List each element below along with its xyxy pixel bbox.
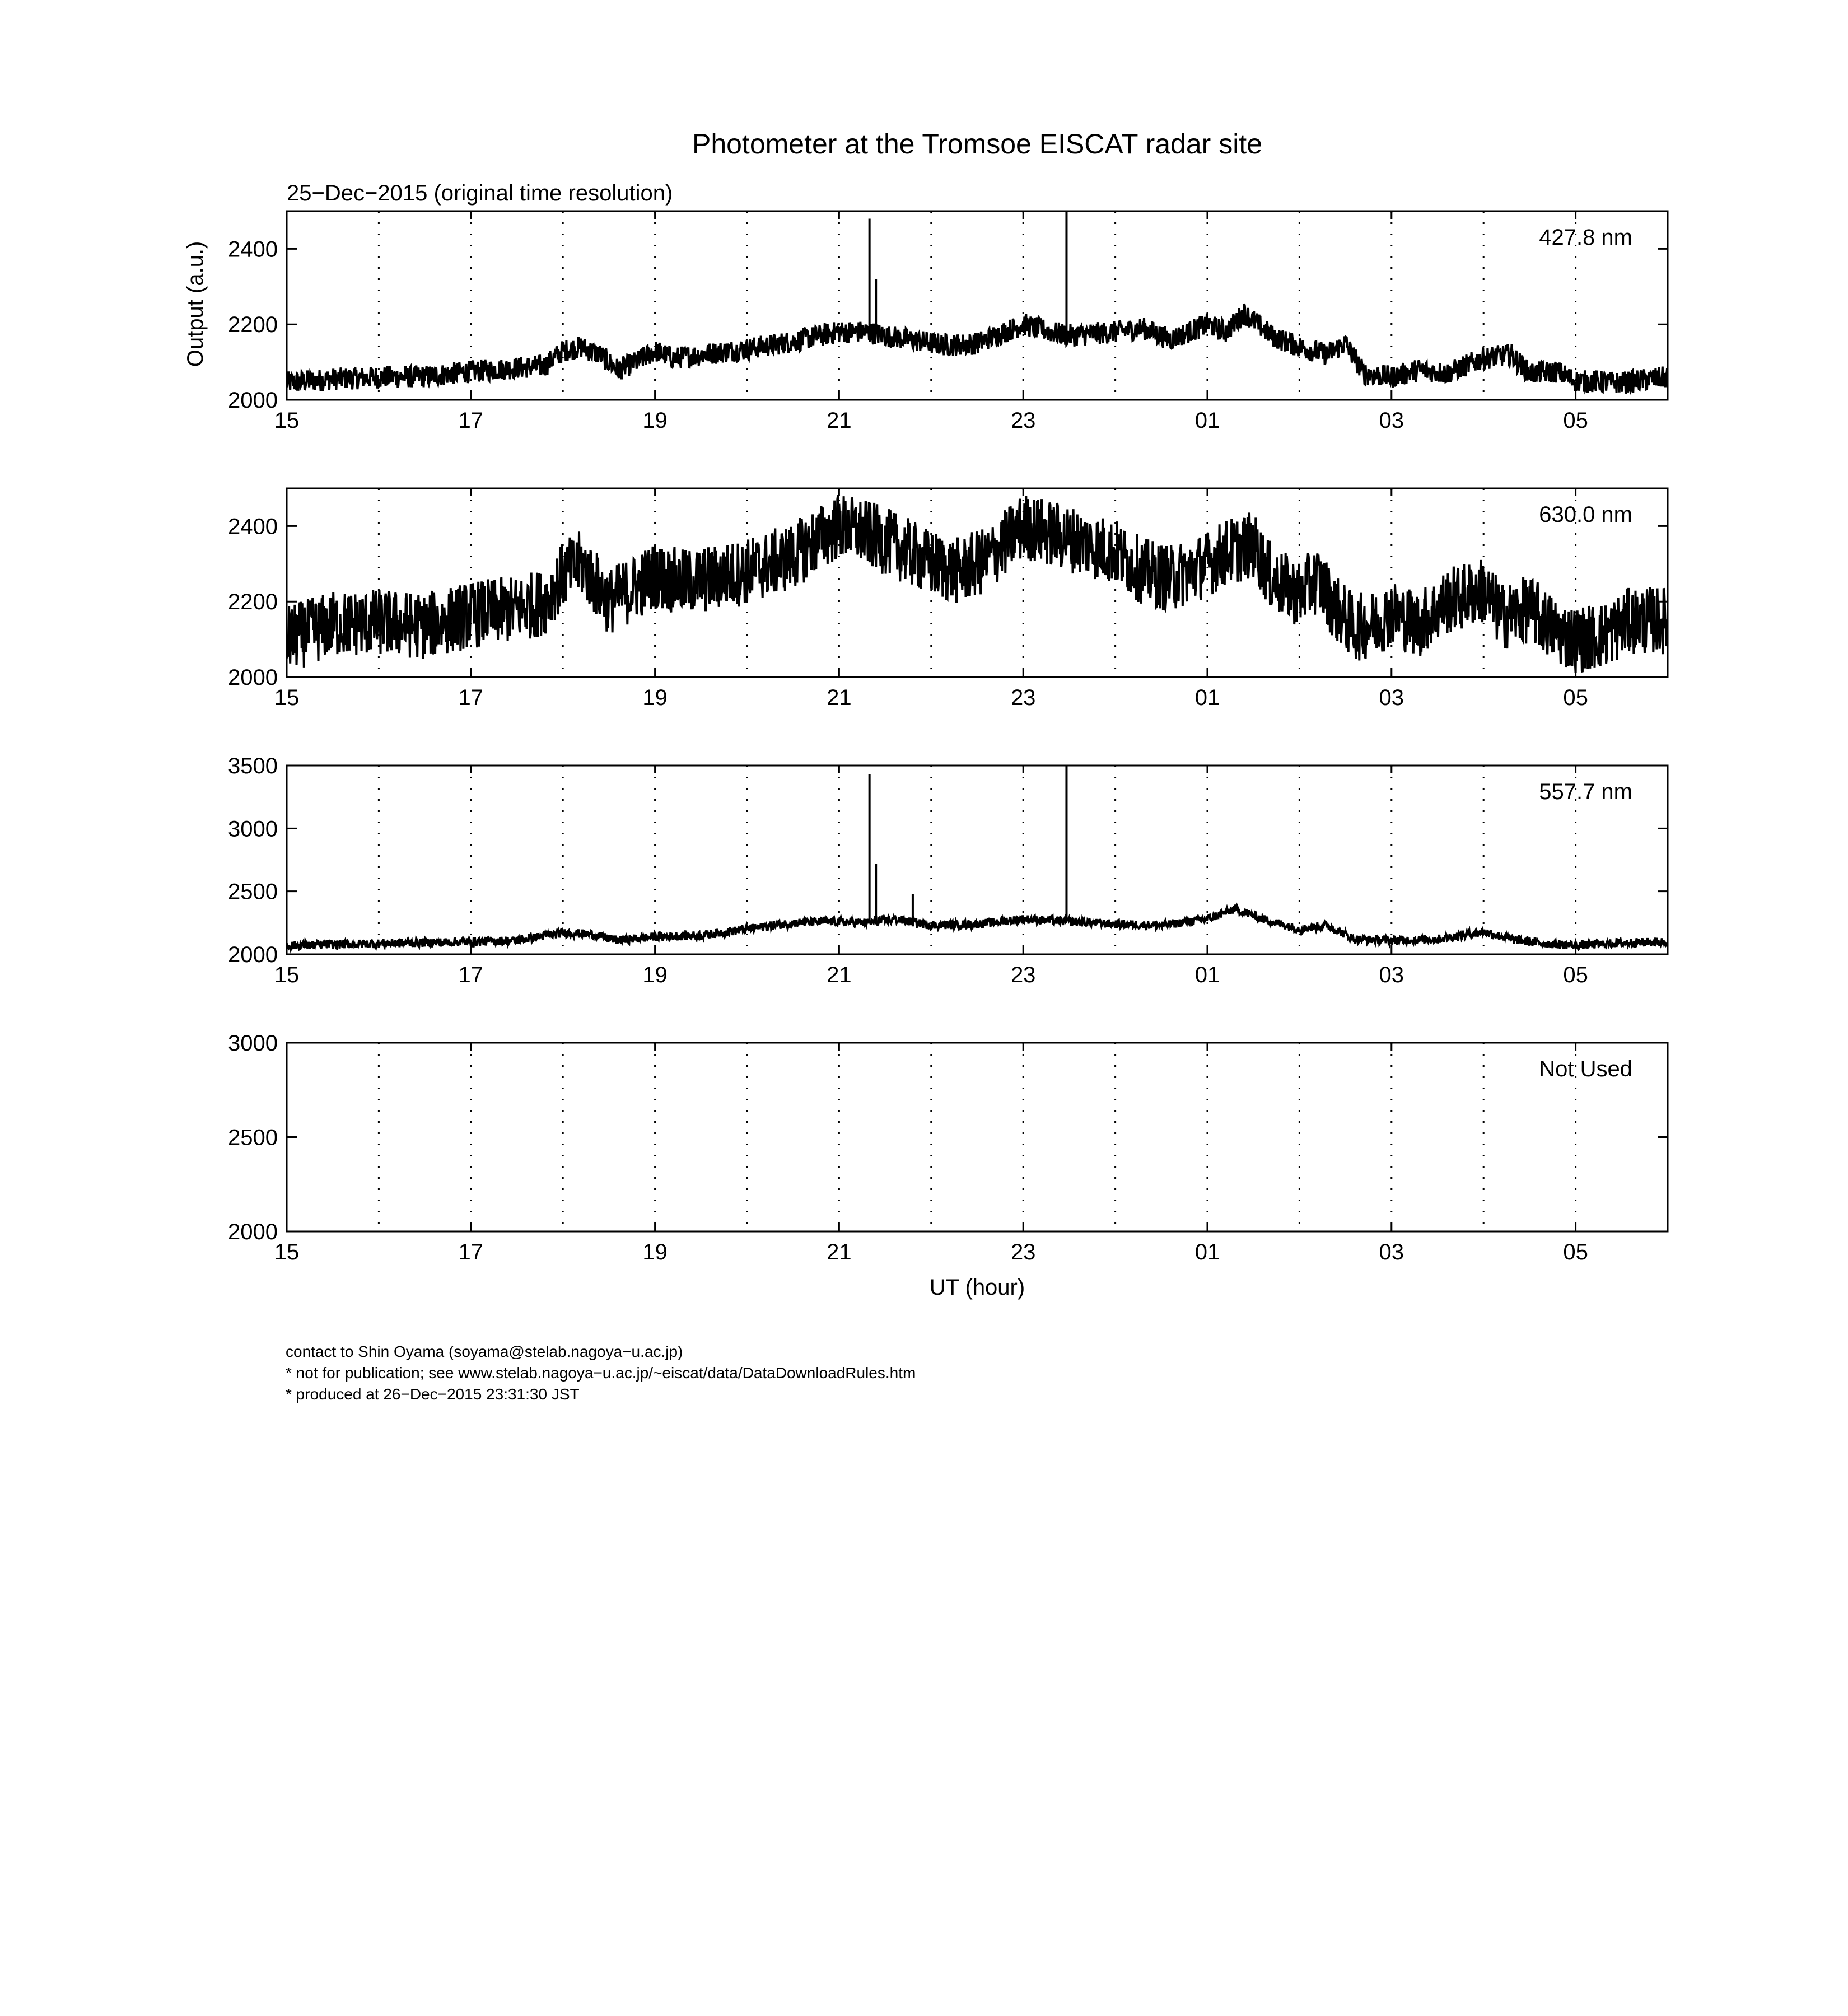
- channel-label: Not Used: [1539, 1057, 1632, 1081]
- x-tick-label: 15: [274, 963, 300, 987]
- footer-contact: contact to Shin Oyama (soyama@stelab.nagoya−u.ac.jp): [286, 1343, 683, 1360]
- x-tick-label: 23: [1010, 685, 1036, 710]
- x-tick-label: 03: [1379, 1240, 1404, 1264]
- y-tick-label: 2400: [228, 514, 278, 539]
- x-tick-label: 21: [827, 1240, 852, 1264]
- x-tick-label: 03: [1379, 963, 1404, 987]
- x-tick-label: 05: [1563, 963, 1588, 987]
- x-tick-label: 23: [1010, 1240, 1036, 1264]
- y-tick-label: 2500: [228, 1125, 278, 1150]
- channel-label: 427.8 nm: [1539, 225, 1632, 250]
- series-line-1: [287, 905, 1668, 950]
- panel-4: [228, 1031, 1668, 1264]
- x-tick-label: 01: [1194, 685, 1220, 710]
- x-tick-label: 15: [274, 408, 300, 433]
- chart-panels: [228, 211, 1668, 1264]
- panel-2: [228, 488, 1668, 710]
- y-tick-label: 2000: [228, 942, 278, 967]
- x-tick-label: 15: [274, 1240, 300, 1264]
- x-tick-label: 17: [458, 1240, 484, 1264]
- x-tick-label: 21: [827, 408, 852, 433]
- x-tick-label: 05: [1563, 1240, 1588, 1264]
- x-tick-label: 01: [1194, 963, 1220, 987]
- channel-label: 630.0 nm: [1539, 502, 1632, 527]
- x-tick-label: 05: [1563, 685, 1588, 710]
- y-tick-label: 2000: [228, 388, 278, 413]
- panel-1: [228, 211, 1668, 433]
- footer-publication-note: * not for publication; see www.stelab.nagoya−u.ac.jp/~eiscat/data/DataDownloadRules.htm: [286, 1364, 916, 1382]
- x-tick-label: 03: [1379, 408, 1404, 433]
- y-tick-label: 2500: [228, 879, 278, 904]
- x-tick-label: 21: [827, 963, 852, 987]
- panel-frame: [287, 1043, 1668, 1231]
- y-tick-label: 3000: [228, 1031, 278, 1056]
- x-tick-label: 01: [1194, 1240, 1220, 1264]
- x-tick-label: 05: [1563, 408, 1588, 433]
- x-tick-label: 17: [458, 963, 484, 987]
- x-tick-label: 01: [1194, 408, 1220, 433]
- x-tick-label: 19: [642, 685, 668, 710]
- x-tick-label: 23: [1010, 408, 1036, 433]
- x-tick-label: 19: [642, 1240, 668, 1264]
- figure-subtitle: 25−Dec−2015 (original time resolution): [287, 181, 673, 206]
- x-tick-label: 17: [458, 408, 484, 433]
- y-tick-label: 2000: [228, 665, 278, 690]
- footer-notes: [286, 1341, 916, 1405]
- y-tick-label: 2000: [228, 1220, 278, 1244]
- x-tick-label: 03: [1379, 685, 1404, 710]
- y-tick-label: 2400: [228, 237, 278, 262]
- x-tick-label: 19: [642, 963, 668, 987]
- x-tick-label: 15: [274, 685, 300, 710]
- panel-3: [228, 754, 1668, 987]
- x-tick-label: 23: [1010, 963, 1036, 987]
- x-tick-label: 19: [642, 408, 668, 433]
- figure-title: Photometer at the Tromsoe EISCAT radar site: [692, 128, 1263, 160]
- x-tick-label: 21: [827, 685, 852, 710]
- y-tick-label: 3000: [228, 816, 278, 842]
- series-line-1: [287, 304, 1668, 394]
- y-tick-label: 2200: [228, 590, 278, 615]
- x-axis-label: UT (hour): [929, 1275, 1025, 1300]
- y-axis-label: Output (a.u.): [183, 241, 208, 367]
- y-tick-label: 3500: [228, 754, 278, 778]
- footer-produced-note: * produced at 26−Dec−2015 23:31:30 JST: [286, 1385, 580, 1403]
- y-tick-label: 2200: [228, 312, 278, 338]
- channel-label: 557.7 nm: [1539, 780, 1632, 804]
- x-tick-label: 17: [458, 685, 484, 710]
- series-line-1: [287, 495, 1668, 673]
